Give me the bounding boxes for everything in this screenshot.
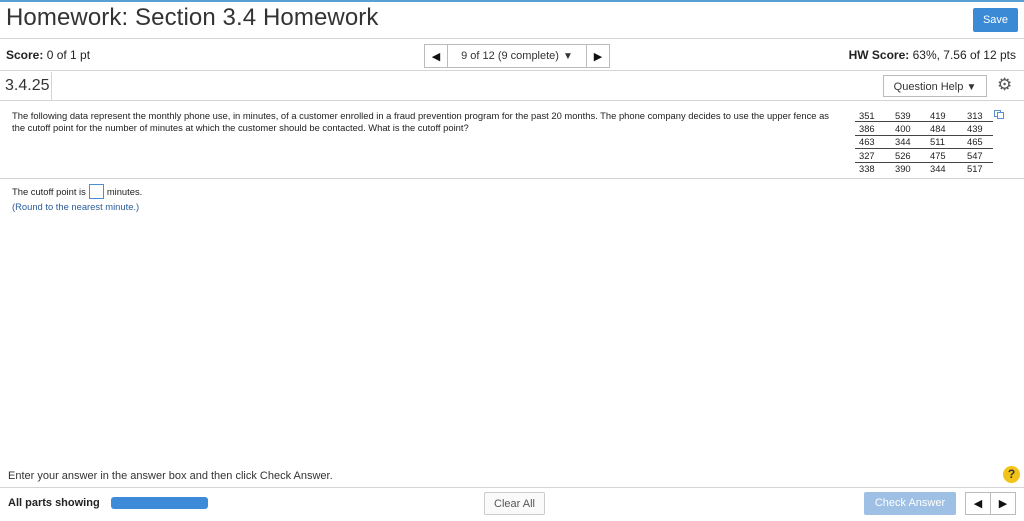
table-cell: 539 bbox=[895, 109, 911, 121]
question-select-dropdown[interactable] bbox=[448, 44, 586, 68]
data-table bbox=[855, 109, 993, 175]
arrow-right-icon: ▶ bbox=[593, 50, 603, 63]
question-text: The following data represent the monthly phone use, in minutes, of a customer enrolled in a fraud prevention program for the past 20 months. The phone company decides to use the upper fence as the cutoff point for the number of minutes at which the customer should be contacted. What is the cutoff point? bbox=[12, 110, 829, 133]
table-cell: 400 bbox=[895, 122, 930, 135]
check-answer-button[interactable]: Check Answer bbox=[864, 492, 956, 515]
table-row bbox=[855, 109, 993, 122]
next-question-button[interactable] bbox=[991, 492, 1016, 515]
caret-down-icon: ▼ bbox=[562, 50, 573, 62]
table-row bbox=[855, 122, 993, 135]
score-label: Score: bbox=[6, 48, 44, 62]
divider bbox=[0, 487, 1024, 488]
table-cell: 327 bbox=[855, 149, 895, 162]
top-accent-line bbox=[0, 0, 1024, 2]
arrow-left-icon: ◀ bbox=[973, 498, 983, 510]
answer-line bbox=[12, 184, 142, 199]
table-cell: 475 bbox=[930, 149, 967, 162]
question-help-dropdown[interactable] bbox=[883, 75, 987, 97]
table-cell: 313 bbox=[967, 109, 983, 121]
table-cell: 439 bbox=[967, 122, 993, 135]
gear-icon[interactable]: ⚙ bbox=[997, 75, 1013, 94]
score-display bbox=[6, 48, 90, 62]
caret-down-icon: ▼ bbox=[966, 82, 977, 93]
divider bbox=[0, 100, 1024, 101]
score-value: 0 of 1 pt bbox=[46, 48, 91, 62]
rounding-note: (Round to the nearest minute.) bbox=[12, 201, 140, 212]
table-cell: 463 bbox=[855, 135, 895, 148]
divider bbox=[0, 70, 1024, 71]
table-cell: 386 bbox=[855, 122, 895, 135]
page-title: Homework: Section 3.4 Homework bbox=[6, 4, 379, 31]
question-help-label: Question Help bbox=[893, 81, 964, 93]
answer-instruction: Enter your answer in the answer box and then click Check Answer. bbox=[8, 470, 333, 482]
table-row bbox=[855, 162, 993, 175]
table-cell: 517 bbox=[967, 162, 993, 175]
arrow-left-icon: ◀ bbox=[431, 50, 441, 63]
divider bbox=[0, 38, 1024, 39]
table-row bbox=[855, 135, 993, 148]
hw-score-label: HW Score: bbox=[848, 48, 910, 62]
table-cell: 484 bbox=[930, 122, 967, 135]
table-cell: 338 bbox=[855, 162, 895, 175]
help-icon[interactable]: ? bbox=[1003, 466, 1020, 483]
bottom-navigator bbox=[965, 492, 1016, 515]
answer-prefix: The cutoff point is bbox=[12, 186, 86, 197]
table-cell: 419 bbox=[930, 109, 946, 121]
question-position-label: 9 of 12 (9 complete) bbox=[461, 50, 559, 62]
table-cell: 511 bbox=[930, 135, 967, 148]
table-cell: 344 bbox=[930, 162, 967, 175]
previous-question-button[interactable] bbox=[965, 492, 991, 515]
hw-score-value: 63%, 7.56 of 12 pts bbox=[912, 48, 1016, 62]
question-navigator bbox=[424, 44, 610, 68]
clear-all-button[interactable]: Clear All bbox=[484, 492, 545, 515]
arrow-right-icon: ▶ bbox=[998, 498, 1008, 510]
save-button[interactable]: Save bbox=[973, 8, 1018, 32]
hw-score-display bbox=[849, 48, 1016, 62]
table-cell: 465 bbox=[967, 135, 993, 148]
table-cell: 351 bbox=[859, 109, 875, 121]
table-cell: 390 bbox=[895, 162, 930, 175]
copy-data-icon[interactable] bbox=[994, 110, 1004, 119]
table-cell: 526 bbox=[895, 149, 930, 162]
table-row bbox=[855, 149, 993, 162]
table-cell: 547 bbox=[967, 149, 993, 162]
previous-question-button[interactable] bbox=[424, 44, 448, 68]
answer-input[interactable] bbox=[89, 184, 104, 199]
table-cell: 344 bbox=[895, 135, 930, 148]
answer-suffix: minutes. bbox=[106, 186, 143, 197]
question-number: 3.4.25 bbox=[0, 72, 52, 100]
parts-progress-bar bbox=[111, 497, 208, 509]
next-question-button[interactable] bbox=[586, 44, 610, 68]
divider bbox=[0, 178, 1024, 179]
parts-label: All parts showing bbox=[8, 497, 100, 509]
